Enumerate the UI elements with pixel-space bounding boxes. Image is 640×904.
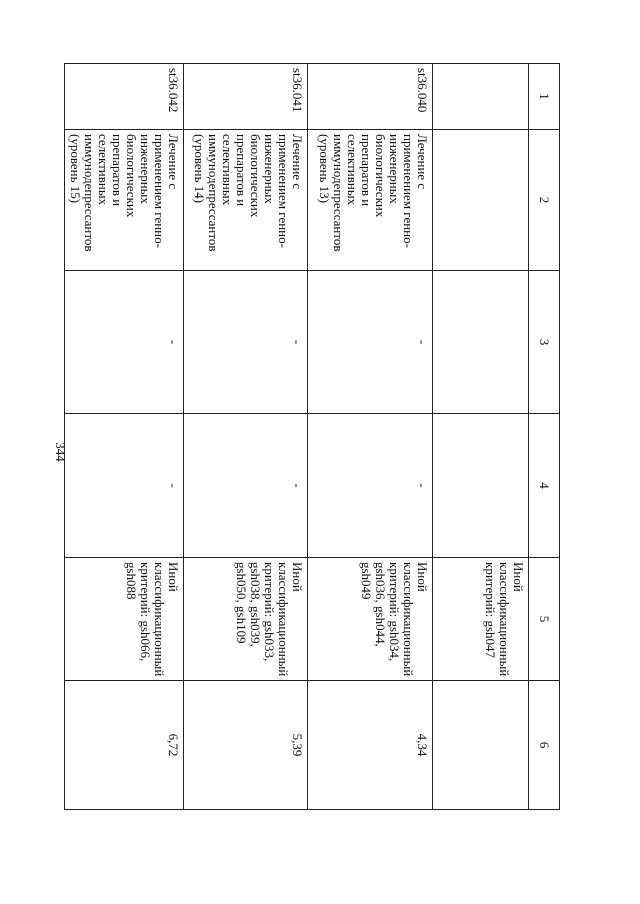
table-row [65, 64, 184, 810]
code-cell: st36.040 [308, 64, 433, 130]
criteria-cell: Иной классификационный критерий: gsh066, gsh088 [65, 558, 184, 681]
name-cell [433, 130, 529, 271]
name-cell: Лечение с применением генно-инженерных биологических препаратов и селективных иммунодепрессантов (уровень 14) [184, 130, 308, 271]
name-cell: Лечение с применением генно-инженерных биологических препаратов и селективных иммунодепрессантов (уровень 13) [308, 130, 433, 271]
code-cell [433, 64, 529, 130]
name-cell: Лечение с применением генно-инженерных биологических препаратов и селективных иммунодепрессантов (уровень 15) [65, 130, 184, 271]
col3-cell: - [184, 271, 308, 414]
criteria-cell: Иной классификационный критерий: gsh034, gsh036, gsh044, gsh049 [308, 558, 433, 681]
table-row [184, 64, 308, 810]
criteria-cell: Иной классификационный критерий: gsh047 [433, 558, 529, 681]
col4-cell: - [65, 414, 184, 558]
header-cell-3: 3 [529, 271, 560, 414]
col4-cell: - [308, 414, 433, 558]
header-row [529, 64, 560, 810]
value-cell: 4,34 [308, 681, 433, 810]
col4-cell: - [184, 414, 308, 558]
header-cell-2: 2 [529, 130, 560, 271]
table-row [308, 64, 433, 810]
header-cell-5: 5 [529, 558, 560, 681]
col4-cell [433, 414, 529, 558]
value-cell [433, 681, 529, 810]
page-number: 344 [53, 442, 68, 462]
col3-cell: - [65, 271, 184, 414]
header-cell-4: 4 [529, 414, 560, 558]
value-cell: 5,39 [184, 681, 308, 810]
value-cell: 6,72 [65, 681, 184, 810]
criteria-cell: Иной классификационный критерий: gsh033, gsh038, gsh039, gsh050, gsh109 [184, 558, 308, 681]
table-row [433, 64, 529, 810]
col3-cell [433, 271, 529, 414]
tariff-table [64, 63, 560, 810]
code-cell: st36.042 [65, 64, 184, 130]
header-cell-6: 6 [529, 681, 560, 810]
header-cell-1: 1 [529, 64, 560, 130]
col3-cell: - [308, 271, 433, 414]
table-container [68, 63, 560, 809]
code-cell: st36.041 [184, 64, 308, 130]
